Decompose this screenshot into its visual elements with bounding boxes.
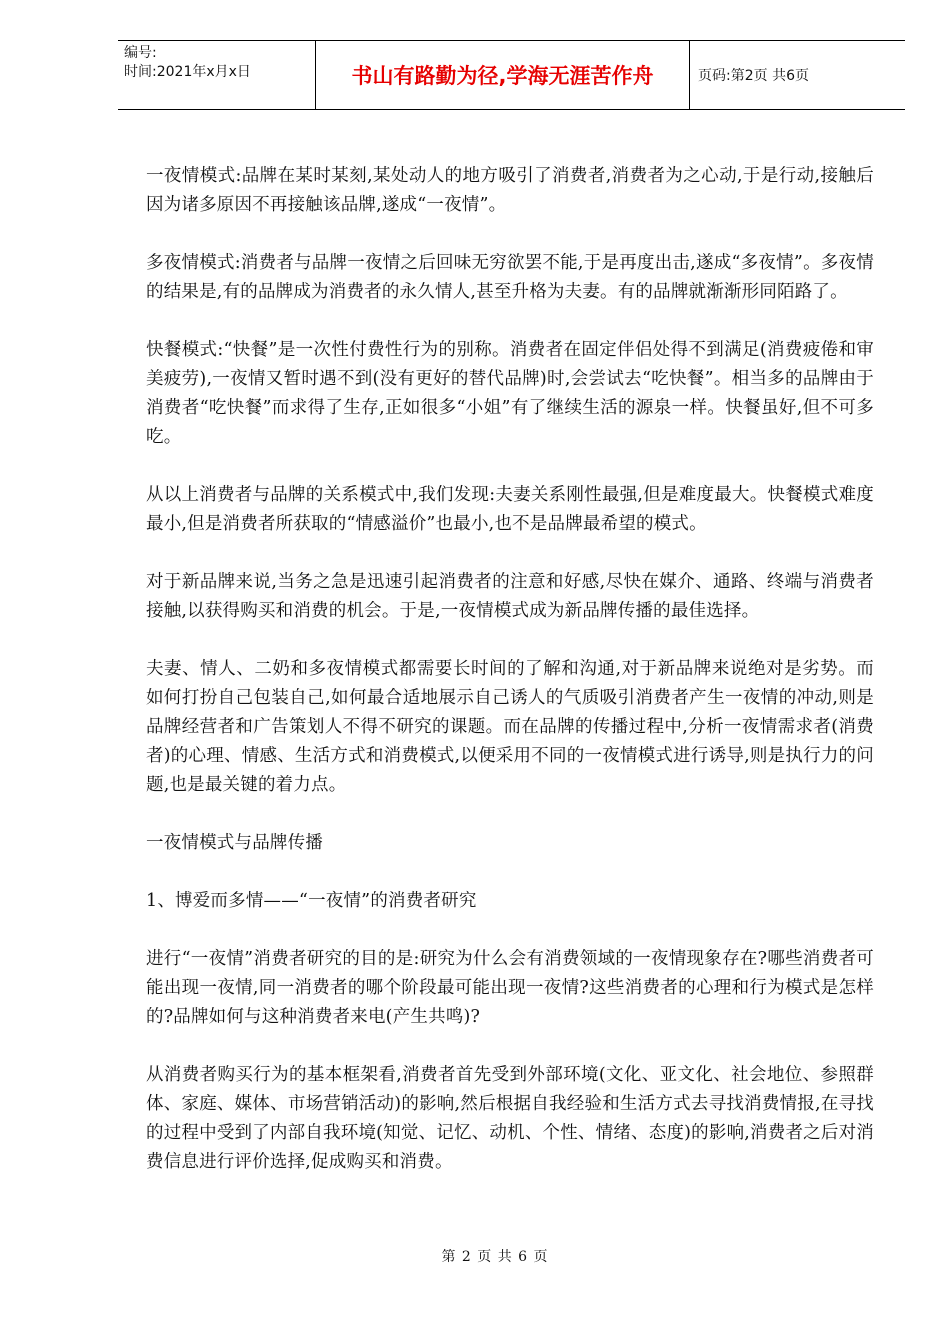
paragraph-relationship-findings: 从以上消费者与品牌的关系模式中,我们发现:夫妻关系刚性最强,但是难度最大。快餐模式难度最小,但是消费者所获取的“情感溢价”也最小,也不是品牌最希望的模式。 bbox=[146, 485, 874, 534]
page-header bbox=[118, 40, 905, 110]
header-meta bbox=[118, 41, 315, 109]
page-footer: 第 2 页 共 6 页 bbox=[441, 1249, 549, 1265]
paragraph-long-term-modes: 夫妻、情人、二奶和多夜情模式都需要长时间的了解和沟通,对于新品牌来说绝对是劣势。而如何打扮自己包装自己,如何最合适地展示自己诱人的气质吸引消费者产生一夜情的冲动,则是品牌经营者和广告策划人不得不研究的课题。而在品牌的传播过程中,分析一夜情需求者(消费者)的心理、情感、生活方式和消费模式,以便采用不同的一夜情模式进行诱导,则是执行力的问题,也是最关键的着力点。 bbox=[146, 659, 874, 795]
paragraph-new-brand: 对于新品牌来说,当务之急是迅速引起消费者的注意和好感,尽快在媒介、通路、终端与消费者接触,以获得购买和消费的机会。于是,一夜情模式成为新品牌传播的最佳选择。 bbox=[146, 572, 874, 621]
paragraph-purchase-framework: 从消费者购买行为的基本框架看,消费者首先受到外部环境(文化、亚文化、社会地位、参照群体、家庭、媒体、市场营销活动)的影响,然后根据自我经验和生活方式去寻找消费情报,在寻找的过程中受到了内部自我环境(知觉、记忆、动机、个性、情绪、态度)的影响,消费者之后对消费信息进行评价选择,促成购买和消费。 bbox=[146, 1065, 874, 1172]
document-body bbox=[146, 162, 874, 1206]
subsection-heading: 1、博爱而多情——“一夜情”的消费者研究 bbox=[146, 891, 477, 911]
document-time-label: 时间:2021年x月x日 bbox=[124, 64, 251, 80]
header-motto: 书山有路勤为径,学海无涯苦作舟 bbox=[315, 41, 690, 109]
paragraph-research-purpose: 进行“一夜情”消费者研究的目的是:研究为什么会有消费领域的一夜情现象存在?哪些消费者可能出现一夜情,同一消费者的哪个阶段最可能出现一夜情?这些消费者的心理和行为模式是怎样的?品牌如何与这种消费者来电(产生共鸣)? bbox=[146, 949, 874, 1027]
paragraph-fast-food-mode: 快餐模式:“快餐”是一次性付费性行为的别称。消费者在固定伴侣处得不到满足(消费疲倦和审美疲劳),一夜情又暂时遇不到(没有更好的替代品牌)时,会尝试去“吃快餐”。相当多的品牌由于消费者“吃快餐”而求得了生存,正如很多“小姐”有了继续生活的源泉一样。快餐虽好,但不可多吃。 bbox=[146, 340, 874, 447]
header-page-info: 页码:第2页 共6页 bbox=[698, 68, 809, 84]
paragraph-one-night-mode: 一夜情模式:品牌在某时某刻,某处动人的地方吸引了消费者,消费者为之心动,于是行动,接触后因为诸多原因不再接触该品牌,遂成“一夜情”。 bbox=[146, 166, 874, 215]
document-number-label: 编号: bbox=[124, 45, 157, 61]
section-heading: 一夜情模式与品牌传播 bbox=[146, 833, 323, 853]
paragraph-multi-night-mode: 多夜情模式:消费者与品牌一夜情之后回味无穷欲罢不能,于是再度出击,遂成“多夜情”。多夜情的结果是,有的品牌成为消费者的永久情人,甚至升格为夫妻。有的品牌就渐渐形同陌路了。 bbox=[146, 253, 874, 302]
